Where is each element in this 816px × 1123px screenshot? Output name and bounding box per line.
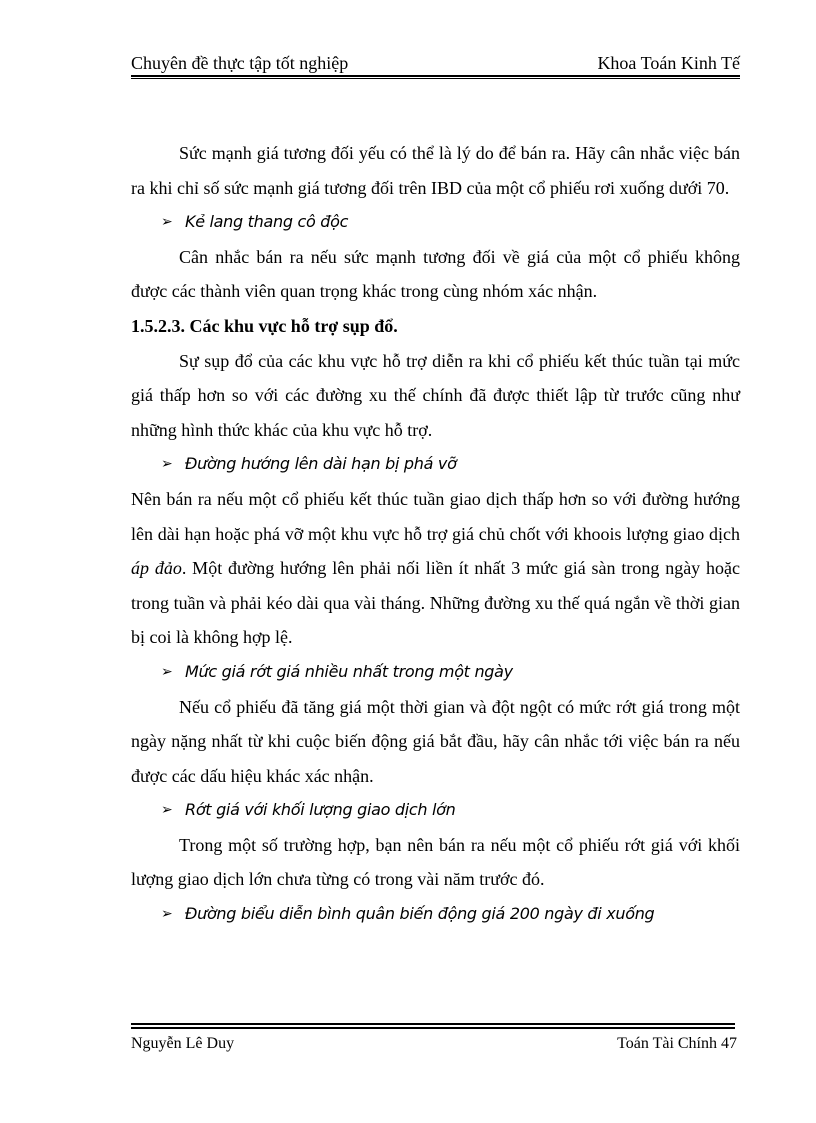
arrow-bullet-icon: ➢ [161,663,173,680]
bullet-item [131,897,740,932]
page-header [131,52,740,76]
bullet-item [131,205,740,240]
bullet-item [131,793,740,828]
paragraph-relative-strength: Sức mạnh giá tương đối yếu có thể là lý do để bán ra. Hãy cân nhắc việc bán ra khi chỉ số sức mạnh giá tương đối trên IBD của một cổ phiếu rơi xuống dưới 70. [131,143,740,198]
bullet-text: Rớt giá với khối lượng giao dịch lớn [185,800,456,820]
arrow-bullet-icon: ➢ [161,802,173,819]
page-footer [131,1034,737,1058]
bullet-item [131,447,740,482]
emphasis-text: áp đảo [131,558,182,579]
text-run: . Một đường hướng lên phải nối liền ít nhất 3 mức giá sàn trong ngày hoặc trong tuần và phải kéo dài qua vài tháng. Những đường xu thế quá ngắn về thời gian bị coi là không hợp lệ. [131,558,740,648]
document-body [131,136,740,932]
text-run: Nên bán ra nếu một cổ phiếu kết thúc tuần giao dịch thấp hơn so với đường hướng lên dài hạn hoặc phá vỡ một khu vực hỗ trợ giá chủ chốt với khoois lượng giao dịch [131,488,740,544]
bullet-text: Mức giá rớt giá nhiều nhất trong một ngày [185,661,513,681]
paragraph-uptrend-broken [131,482,740,655]
paragraph-lone-wanderer: Cân nhắc bán ra nếu sức mạnh tương đối về giá của một cổ phiếu không được các thành viên quan trọng khác trong cùng nhóm xác nhận. [131,246,740,302]
header-rule [131,75,740,77]
section-heading: 1.5.2.3. Các khu vực hỗ trợ sụp đổ. [131,315,398,336]
paragraph-largest-drop: Nếu cổ phiếu đã tăng giá một thời gian và đột ngột có mức rớt giá trong một ngày nặng nhất từ khi cuộc biến động giá bắt đầu, hãy cân nhắc tới việc bán ra nếu được các dấu hiệu khác xác nhận. [131,696,740,786]
header-left-title: Chuyên đề thực tập tốt nghiệp [131,53,349,73]
footer-author: Nguyễn Lê Duy [131,1035,235,1052]
footer-rule-second [131,1027,735,1029]
bullet-text: Đường hướng lên dài hạn bị phá vỡ [185,454,457,474]
header-rule-thin [131,78,740,79]
header-right-title: Khoa Toán Kinh Tế [597,53,740,73]
footer-rule [131,1023,735,1025]
paragraph-support-collapse: Sự sụp đổ của các khu vực hỗ trợ diễn ra khi cổ phiếu kết thúc tuần tại mức giá thấp hơn so với các đường xu thế chính đã được thiết lập từ trước cũng như những hình thức khác của khu vực hỗ trợ. [131,350,740,440]
arrow-bullet-icon: ➢ [161,906,173,923]
bullet-text: Đường biểu diễn bình quân biến động giá 200 ngày đi xuống [185,904,655,924]
footer-page-info: Toán Tài Chính 47 [617,1035,737,1052]
paragraph-heavy-volume: Trong một số trường hợp, bạn nên bán ra nếu một cổ phiếu rớt giá với khối lượng giao dịch lớn chưa từng có trong vài năm trước đó. [131,834,740,890]
bullet-item [131,655,740,690]
bullet-text: Kẻ lang thang cô độc [185,212,349,232]
arrow-bullet-icon: ➢ [161,456,173,473]
arrow-bullet-icon: ➢ [161,214,173,231]
